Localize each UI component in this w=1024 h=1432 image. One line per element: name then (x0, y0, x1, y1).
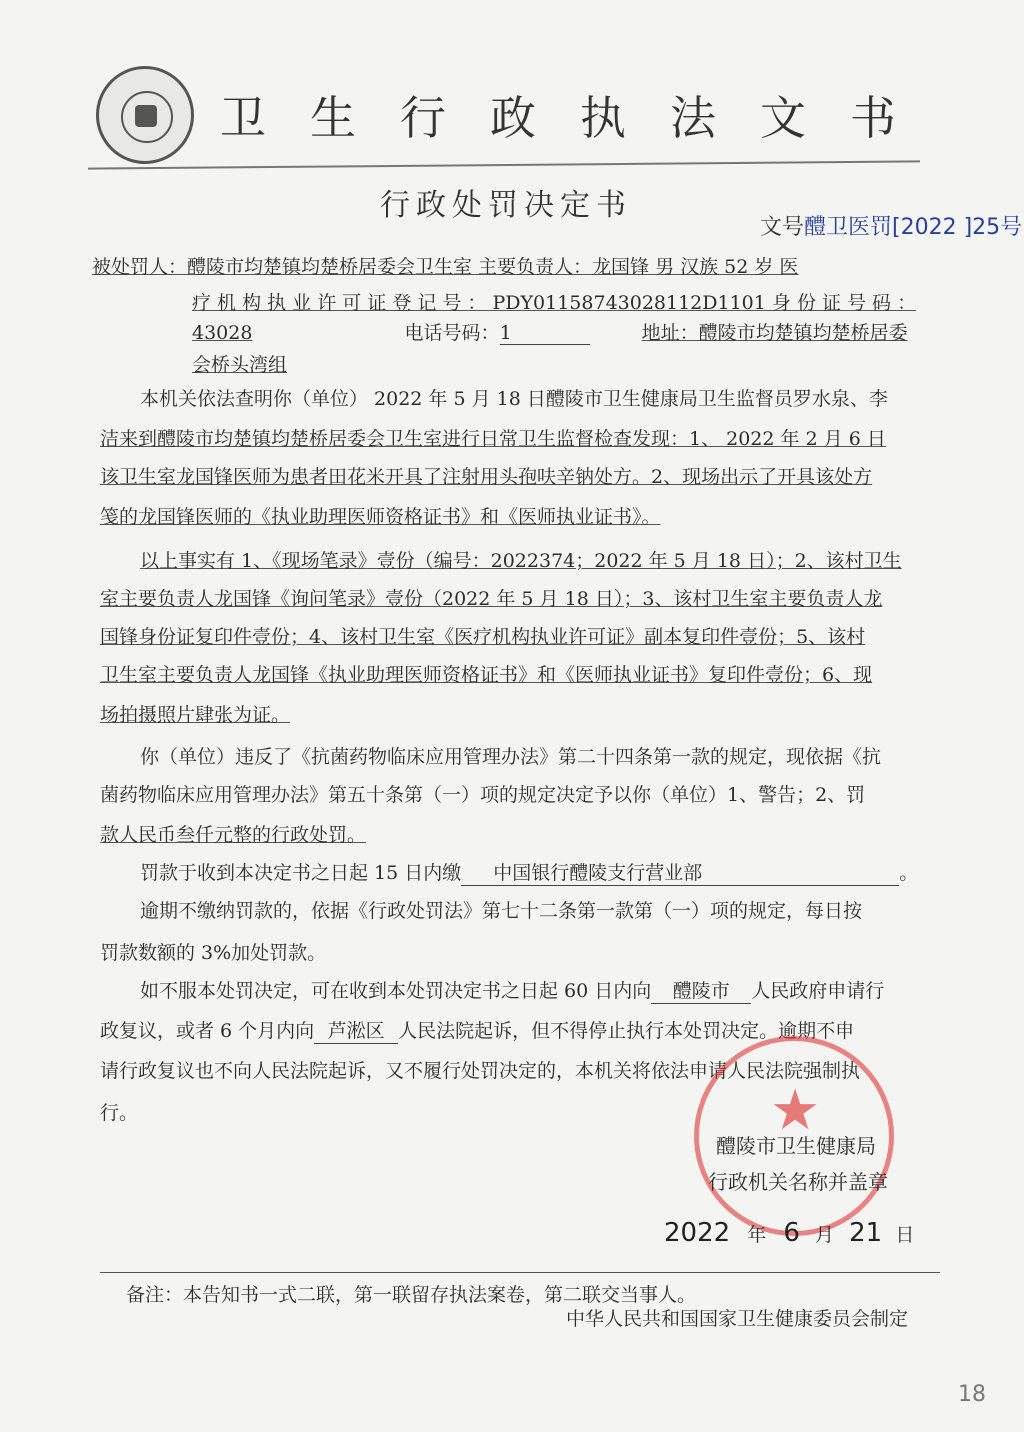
signature-org: 醴陵市卫生健康局 (716, 1134, 876, 1158)
p3-line-3: 款人民币叁仟元整的行政处罚。 (100, 824, 367, 846)
p1-line-1: 本机关依法查明你（单位） 2022 年 5 月 18 日醴陵市卫生健康局卫生监督员罗水泉、李 (140, 388, 888, 410)
p2-line-3: 国锋身份证复印件壹份；4、该村卫生室《医疗机构执业许可证》副本复印件壹份；5、该村 (100, 626, 866, 648)
p4-suffix: 。 (899, 862, 919, 884)
date-year: 2022 (664, 1218, 731, 1248)
p2-line-2: 室主要负责人龙国锋《询问笔录》壹份（2022 年 5 月 18 日）；3、该村卫生室主要负责人龙 (100, 588, 883, 610)
p6-text-d: 人民法院起诉，但不得停止执行本处罚决定。逾期不申 (398, 1020, 855, 1042)
p6-government: 醴陵市 (651, 976, 751, 1004)
p2-line-1: 以上事实有 1、《现场笔录》壹份（编号：2022374；2022 年 5 月 18 日）；2、该村卫生 (140, 550, 902, 572)
party-line-3 (192, 318, 908, 345)
p6-line-1 (140, 976, 884, 1004)
p6-line-3: 请行政复议也不向人民法院起诉，又不履行处罚决定的，本机关将依法申请人民法院强制执 (100, 1060, 861, 1082)
p3-line-2: 菌药物临床应用管理办法》第五十条第（一）项的规定决定予以你（单位）1、警告；2、罚 (100, 784, 866, 806)
p4-prefix: 罚款于收到本决定书之日起 15 日内缴 (140, 862, 462, 884)
party-phone: 1 (500, 322, 590, 345)
page-mark: 18 (958, 1382, 986, 1407)
p1-line-2: 洁来到醴陵市均楚镇均楚桥居委会卫生室进行日常卫生监督检查发现：1、 2022 年 2 月 6 日 (100, 428, 886, 450)
p2-line-4: 卫生室主要负责人龙国锋《执业助理医师资格证书》和《医师执业证书》复印件壹份；6、现 (100, 664, 873, 686)
date-day-label: 日 (895, 1224, 915, 1246)
p5-line-1: 逾期不缴纳罚款的，依据《行政处罚法》第七十二条第一款第（一）项的规定，每日按 (140, 900, 863, 922)
party-phone-label: 电话号码： (404, 322, 500, 344)
party-line-4: 会桥头湾组 (192, 354, 288, 376)
p3-line-1: 你（单位）违反了《抗菌药物临床应用管理办法》第二十四条第一款的规定，现依据《抗 (140, 746, 882, 768)
p6-text-a: 如不服本处罚决定，可在收到本处罚决定书之日起 60 日内向 (140, 980, 652, 1002)
national-emblem-logo (96, 66, 194, 164)
party-address: 地址：醴陵市均楚镇均楚桥居委 (641, 322, 908, 344)
footer-divider (100, 1272, 940, 1273)
p2-line-5: 场拍摄照片肆张为证。 (100, 704, 291, 726)
document-number-value: 醴卫医罚[2022 ]25号 (804, 215, 1023, 240)
header-divider (88, 160, 920, 169)
p1-line-4: 笺的龙国锋医师的《执业助理医师资格证书》和《医师执业证书》。 (100, 506, 661, 528)
seal-star-icon: ★ (770, 1078, 821, 1143)
party-line-2: 疗 机 构 执 业 许 可 证 登 记 号 ： PDY01158743028112D1101 身 份 证 号 码 ： (192, 292, 917, 314)
p6-text-b: 人民政府申请行 (751, 980, 885, 1002)
p4-line (140, 858, 918, 886)
date-year-label: 年 (747, 1224, 767, 1246)
document-subtitle: 行政处罚决定书 (380, 188, 632, 223)
footer-note: 备注：本告知书一式二联，第一联留存执法案卷，第二联交当事人。 (126, 1284, 697, 1306)
signature-date (664, 1218, 914, 1248)
document-number-label: 文号 (760, 215, 805, 240)
p1-line-3: 该卫生室龙国锋医师为患者田花米开具了注射用头孢呋辛钠处方。2、现场出示了开具该处方 (100, 466, 873, 488)
party-id-number: 43028 (192, 322, 253, 344)
document-title: 卫生行政执法文书 (220, 91, 940, 145)
party-line-1: 被处罚人：醴陵市均楚镇均楚桥居委会卫生室 主要负责人：龙国锋 男 汉族 52 岁 医 (92, 256, 799, 278)
p5-line-2: 罚款数额的 3%加处罚款。 (100, 942, 327, 964)
date-month: 6 (783, 1218, 800, 1248)
date-month-label: 月 (815, 1224, 835, 1246)
p4-bank: 中国银行醴陵支行营业部 (461, 858, 899, 886)
p6-line-2 (100, 1016, 854, 1044)
p6-line-4: 行。 (100, 1102, 139, 1124)
p6-court: 芦淞区 (314, 1016, 398, 1044)
signature-caption: 行政机关名称并盖章 (708, 1170, 888, 1194)
p6-text-c: 政复议，或者 6 个月内向 (100, 1020, 315, 1042)
date-day: 21 (849, 1218, 883, 1248)
document-number (760, 210, 1022, 241)
footer-issuer: 中华人民共和国国家卫生健康委员会制定 (566, 1308, 909, 1330)
